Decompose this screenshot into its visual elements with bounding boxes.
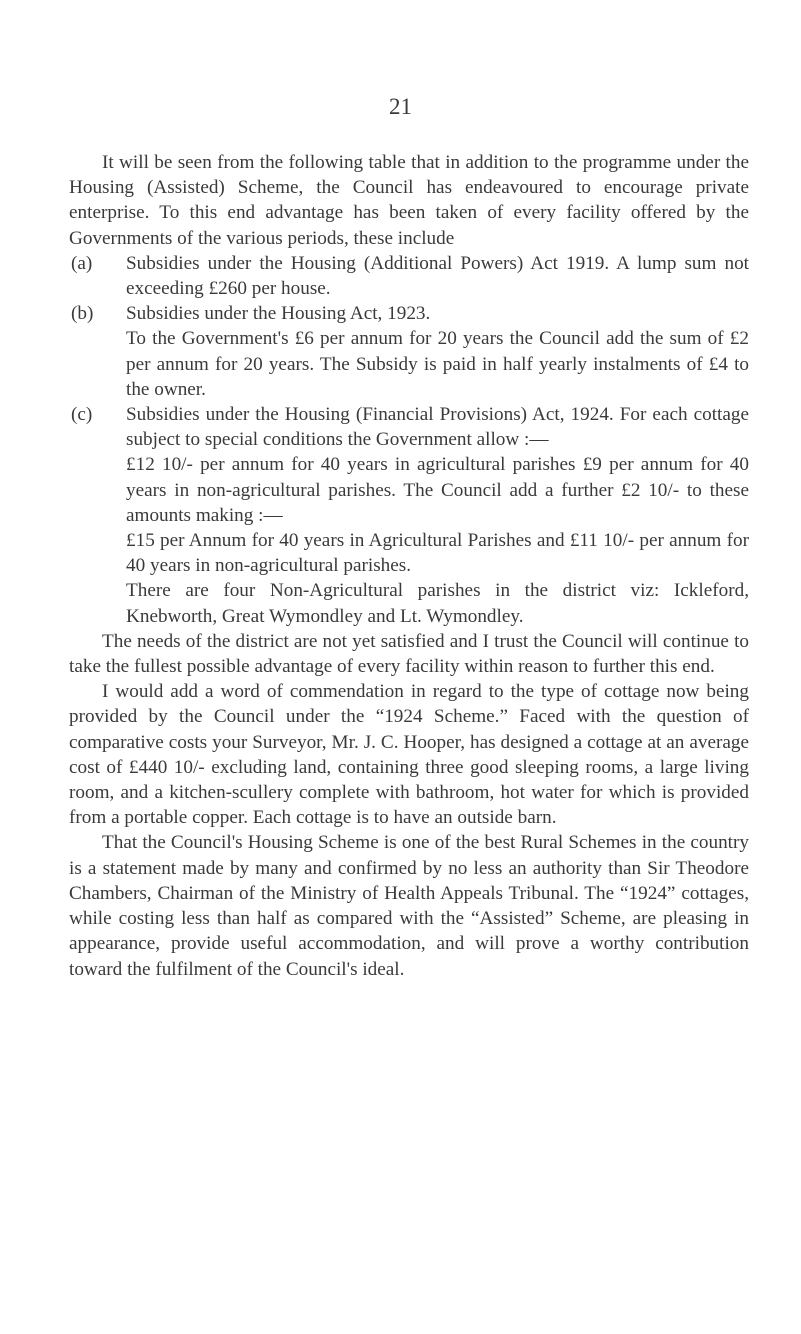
list-item-a (69, 251, 749, 301)
list-item-b (69, 301, 749, 402)
item-marker: (c) (71, 404, 93, 426)
page-number: 21 (389, 94, 412, 119)
item-marker: (b) (71, 303, 94, 325)
item-text: Subsidies under the Housing (Additional Powers) Act 1919. A lump sum not exceeding £260 per house. (126, 252, 749, 300)
paragraph-needs: The needs of the district are not yet satisfied and I trust the Council will continue to take the fullest possible advantage of every facility within reason to further this end. (69, 630, 749, 678)
list-item-c (69, 402, 749, 629)
item-text: £15 per Annum for 40 years in Agricultural Parishes and £11 10/- per annum for 40 years in non-agricultural parishes. (126, 530, 749, 577)
intro-paragraph: It will be seen from the following table that in addition to the programme under the Housing (Assisted) Scheme, the Council has endeavoured to encourage private enterprise. To this end advantage has been taken of every facility offered by the Governments of the various periods, these include (69, 152, 749, 249)
item-text: Subsidies under the Housing Act, 1923. (126, 303, 431, 325)
item-text: To the Government's £6 per annum for 20 years the Council add the sum of £2 per annum for 20 years. The Subsidy is paid in half yearly instalments of £4 to the owner. (126, 328, 749, 400)
item-text: There are four Non-Agricultural parishes in the district viz: Ickleford, Knebworth, Great Wymondley and Lt. Wymondley. (126, 580, 749, 627)
item-text: £12 10/- per annum for 40 years in agricultural parishes £9 per annum for 40 years in non-agricultural parishes. The Council add a further £2 10/- to these amounts making :— (126, 454, 749, 526)
paragraph-commendation: I would add a word of commendation in regard to the type of cottage now being provided by the Council under the “1924 Scheme.” Faced with the question of comparative costs your Surveyor, Mr. J. C. Hooper, has designed a cottage at an average cost of £440 10/- excluding land, containing three good sleeping rooms, a large living room, and a kitchen-scullery complete with bathroom, hot water for which is provided from a portable copper. Each cottage is to have an outside barn. (69, 681, 749, 829)
paragraph-scheme: That the Council's Housing Scheme is one of the best Rural Schemes in the country is a statement made by many and confirmed by no less an authority than Sir Theodore Chambers, Chairman of the Ministry of Health Appeals Tribunal. The “1924” cottages, while costing less than half as compared with the “Assisted” Scheme, are pleasing in appearance, provide useful accommodation, and will prove a worthy contribution toward the fulfilment of the Council's ideal. (69, 832, 749, 980)
item-marker: (a) (71, 252, 93, 274)
item-text: Subsidies under the Housing (Financial Provisions) Act, 1924. For each cottage subject to special conditions the Government allow :— (126, 404, 749, 451)
body-text (69, 150, 749, 982)
